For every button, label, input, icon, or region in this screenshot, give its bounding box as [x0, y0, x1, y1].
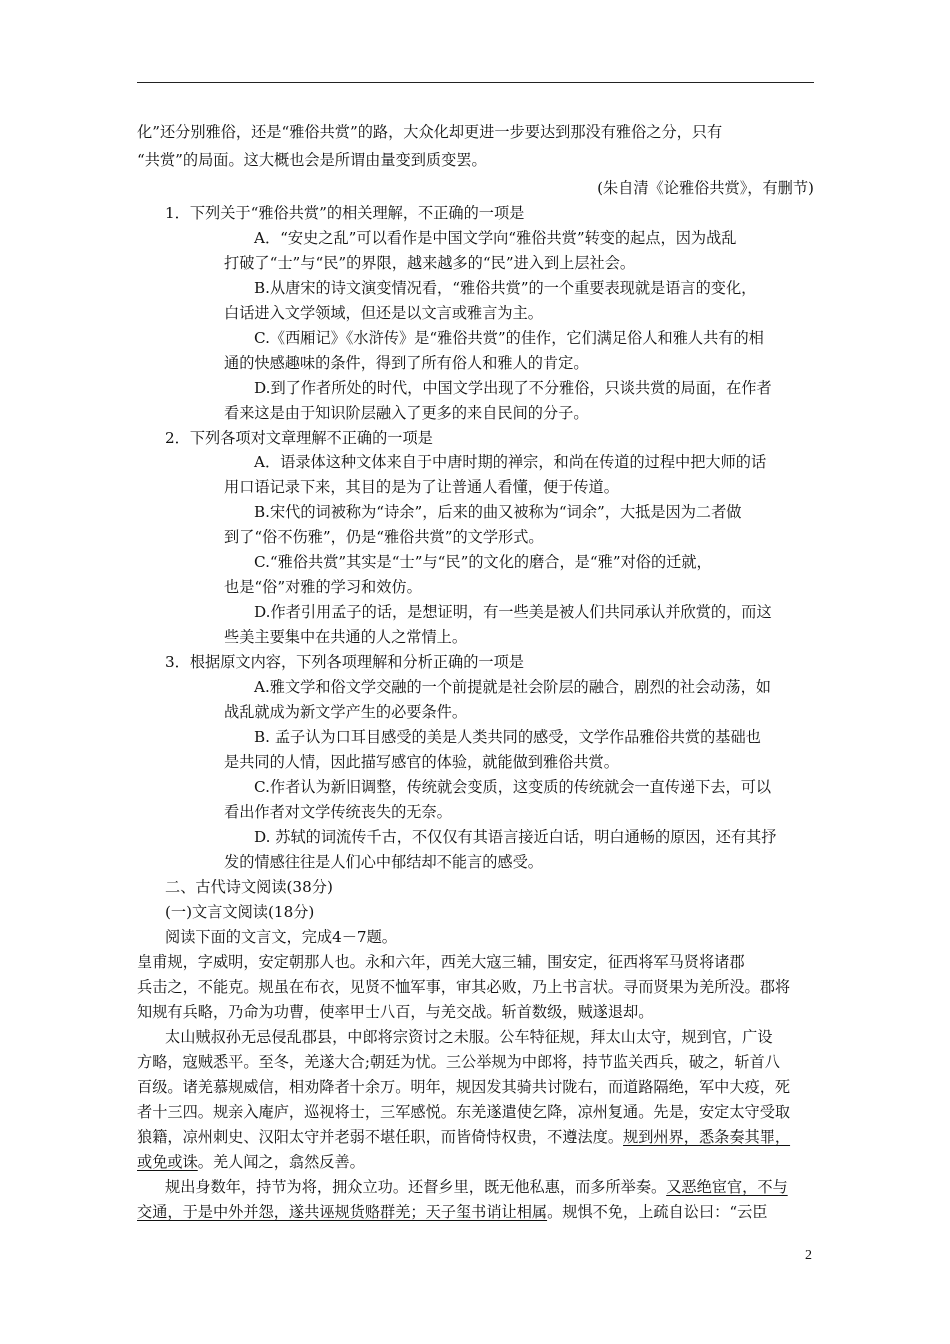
- q3-option-c-cont: 看出作者对文学传统丧失的无奈。: [224, 803, 452, 821]
- classical-line: [137, 1152, 365, 1172]
- page-number: 2: [805, 1248, 812, 1263]
- classical-text: 狼籍，凉州刺史、汉阳太守并老弱不堪任职，而皆倚恃权贵，不遵法度。: [137, 1128, 623, 1146]
- q3-option-d: D. 苏轼的词流传千古，不仅仅有其语言接近白话，明白通畅的原因，还有其抒: [254, 828, 777, 846]
- q2-option-a-cont: 用口语记录下来，其目的是为了让普通人看懂，便于传道。: [224, 478, 619, 496]
- classical-line: [137, 1202, 767, 1222]
- underlined-sentence: 又恶绝宦官，不与: [666, 1178, 788, 1196]
- q3-option-b: B. 孟子认为口耳目感受的美是人类共同的感受，文学作品雅俗共赏的基础也: [254, 728, 761, 746]
- underlined-sentence: 交通，于是中外并怨，遂共诬规货赂群羌；天子玺书诮让相属: [137, 1203, 548, 1221]
- classical-line: 兵击之，不能克。规虽在布衣，见贤不恤军事，审其必败，乃上书言状。寻而贤果为羌所没。郡将: [137, 978, 791, 996]
- q3-option-d-cont: 发的情感往往是人们心中郁结却不能言的感受。: [224, 853, 543, 871]
- header-rule: [137, 82, 814, 83]
- classical-line: 百级。诸羌慕规威信，相劝降者十余万。明年，规因发其骑共讨陇右，而道路隔绝，军中大疫，死: [137, 1078, 791, 1096]
- underlined-sentence: 规到州界，悉条奏其罪，: [623, 1128, 791, 1146]
- classical-line: 者十三四。规亲入庵庐，巡视将士，三军感悦。东羌遂遣使乞降，凉州复通。先是，安定太守受取: [137, 1103, 791, 1121]
- section-title: 二、古代诗文阅读(38分): [165, 878, 333, 896]
- q1-option-c: C.《西厢记》《水浒传》是“雅俗共赏”的佳作，它们满足俗人和雅人共有的相: [254, 329, 764, 347]
- q3-option-a: A.雅文学和俗文学交融的一个前提就是社会阶层的融合，剧烈的社会动荡，如: [254, 678, 771, 696]
- classical-text: 规出身数年，持节为将，拥众立功。还督乡里，既无他私惠，而多所举奏。: [165, 1178, 667, 1196]
- classical-text: 。羌人闻之，翕然反善。: [197, 1153, 365, 1171]
- section-subtitle: (一)文言文阅读(18分): [165, 903, 315, 921]
- q3-option-b-cont: 是共同的人情，因此描写感官的体验，就能做到雅俗共赏。: [224, 753, 619, 771]
- question-2-stem: 2．下列各项对文章理解不正确的一项是: [165, 429, 433, 447]
- section-instruction: 阅读下面的文言文，完成4－7题。: [165, 928, 397, 946]
- q1-option-a: A．“安史之乱”可以看作是中国文学向“雅俗共赏”转变的起点，因为战乱: [254, 229, 737, 247]
- q3-option-c: C.作者认为新旧调整，传统就会变质，这变质的传统就会一直传递下去，可以: [254, 778, 772, 796]
- q2-option-c: C.“雅俗共赏”其实是“士”与“民”的文化的磨合，是“雅”对俗的迁就，: [254, 553, 712, 571]
- q1-option-c-cont: 通的快感趣味的条件，得到了所有俗人和雅人的肯定。: [224, 354, 589, 372]
- classical-line: [165, 1177, 788, 1197]
- q3-option-a-cont: 战乱就成为新文学产生的必要条件。: [224, 703, 467, 721]
- question-1-stem: 1．下列关于“雅俗共赏”的相关理解，不正确的一项是: [165, 204, 525, 222]
- q2-option-a: A．语录体这种文体来自于中唐时期的禅宗，和尚在传道的过程中把大师的话: [254, 453, 767, 471]
- passage-source: (朱自清《论雅俗共赏》，有删节): [597, 179, 814, 197]
- classical-line: [137, 1127, 790, 1147]
- passage-line: 化”还分别雅俗，还是“雅俗共赏”的路，大众化却更进一步要达到那没有雅俗之分，只有: [137, 123, 723, 141]
- classical-line: 皇甫规，字威明，安定朝那人也。永和六年，西羌大寇三辅，围安定，征西将军马贤将诸郡: [137, 953, 745, 971]
- passage-line: “共赏”的局面。这大概也会是所谓由量变到质变罢。: [137, 151, 487, 169]
- classical-text: 。规惧不免，上疏自讼曰：“云臣: [547, 1203, 768, 1221]
- question-3-stem: 3．根据原文内容，下列各项理解和分析正确的一项是: [165, 653, 524, 671]
- q2-option-b: B.宋代的词被称为“诗余”，后来的曲又被称为“词余”，大抵是因为二者做: [254, 503, 742, 521]
- q1-option-b: B.从唐宋的诗文演变情况看，“雅俗共赏”的一个重要表现就是语言的变化，: [254, 279, 757, 297]
- q2-option-b-cont: 到了“俗不伤雅”，仍是“雅俗共赏”的文学形式。: [224, 528, 544, 546]
- classical-line: 太山贼叔孙无忌侵乱郡县，中郎将宗资讨之未服。公车特征规，拜太山太守，规到官，广设: [165, 1028, 773, 1046]
- q1-option-b-cont: 白话进入文学领域，但还是以文言或雅言为主。: [224, 304, 543, 322]
- q2-option-d-cont: 些美主要集中在共通的人之常情上。: [224, 628, 467, 646]
- underlined-sentence: 或免或诛: [137, 1153, 198, 1171]
- q2-option-c-cont: 也是“俗”对雅的学习和效仿。: [224, 578, 422, 596]
- classical-line: 方略，寇贼悉平。至冬，羌遂大合;朝廷为忧。三公举规为中郎将，持节监关西兵，破之，斩首八: [137, 1053, 780, 1071]
- q2-option-d: D.作者引用孟子的话，是想证明，有一些美是被人们共同承认并欣赏的，而这: [254, 603, 772, 621]
- q1-option-a-cont: 打破了“士”与“民”的界限，越来越多的“民”进入到上层社会。: [224, 254, 636, 272]
- q1-option-d-cont: 看来这是由于知识阶层融入了更多的来自民间的分子。: [224, 404, 589, 422]
- q1-option-d: D.到了作者所处的时代，中国文学出现了不分雅俗，只谈共赏的局面，在作者: [254, 379, 772, 397]
- classical-line: 知规有兵略，乃命为功曹，使率甲士八百，与羌交战。斩首数级，贼遂退却。: [137, 1003, 654, 1021]
